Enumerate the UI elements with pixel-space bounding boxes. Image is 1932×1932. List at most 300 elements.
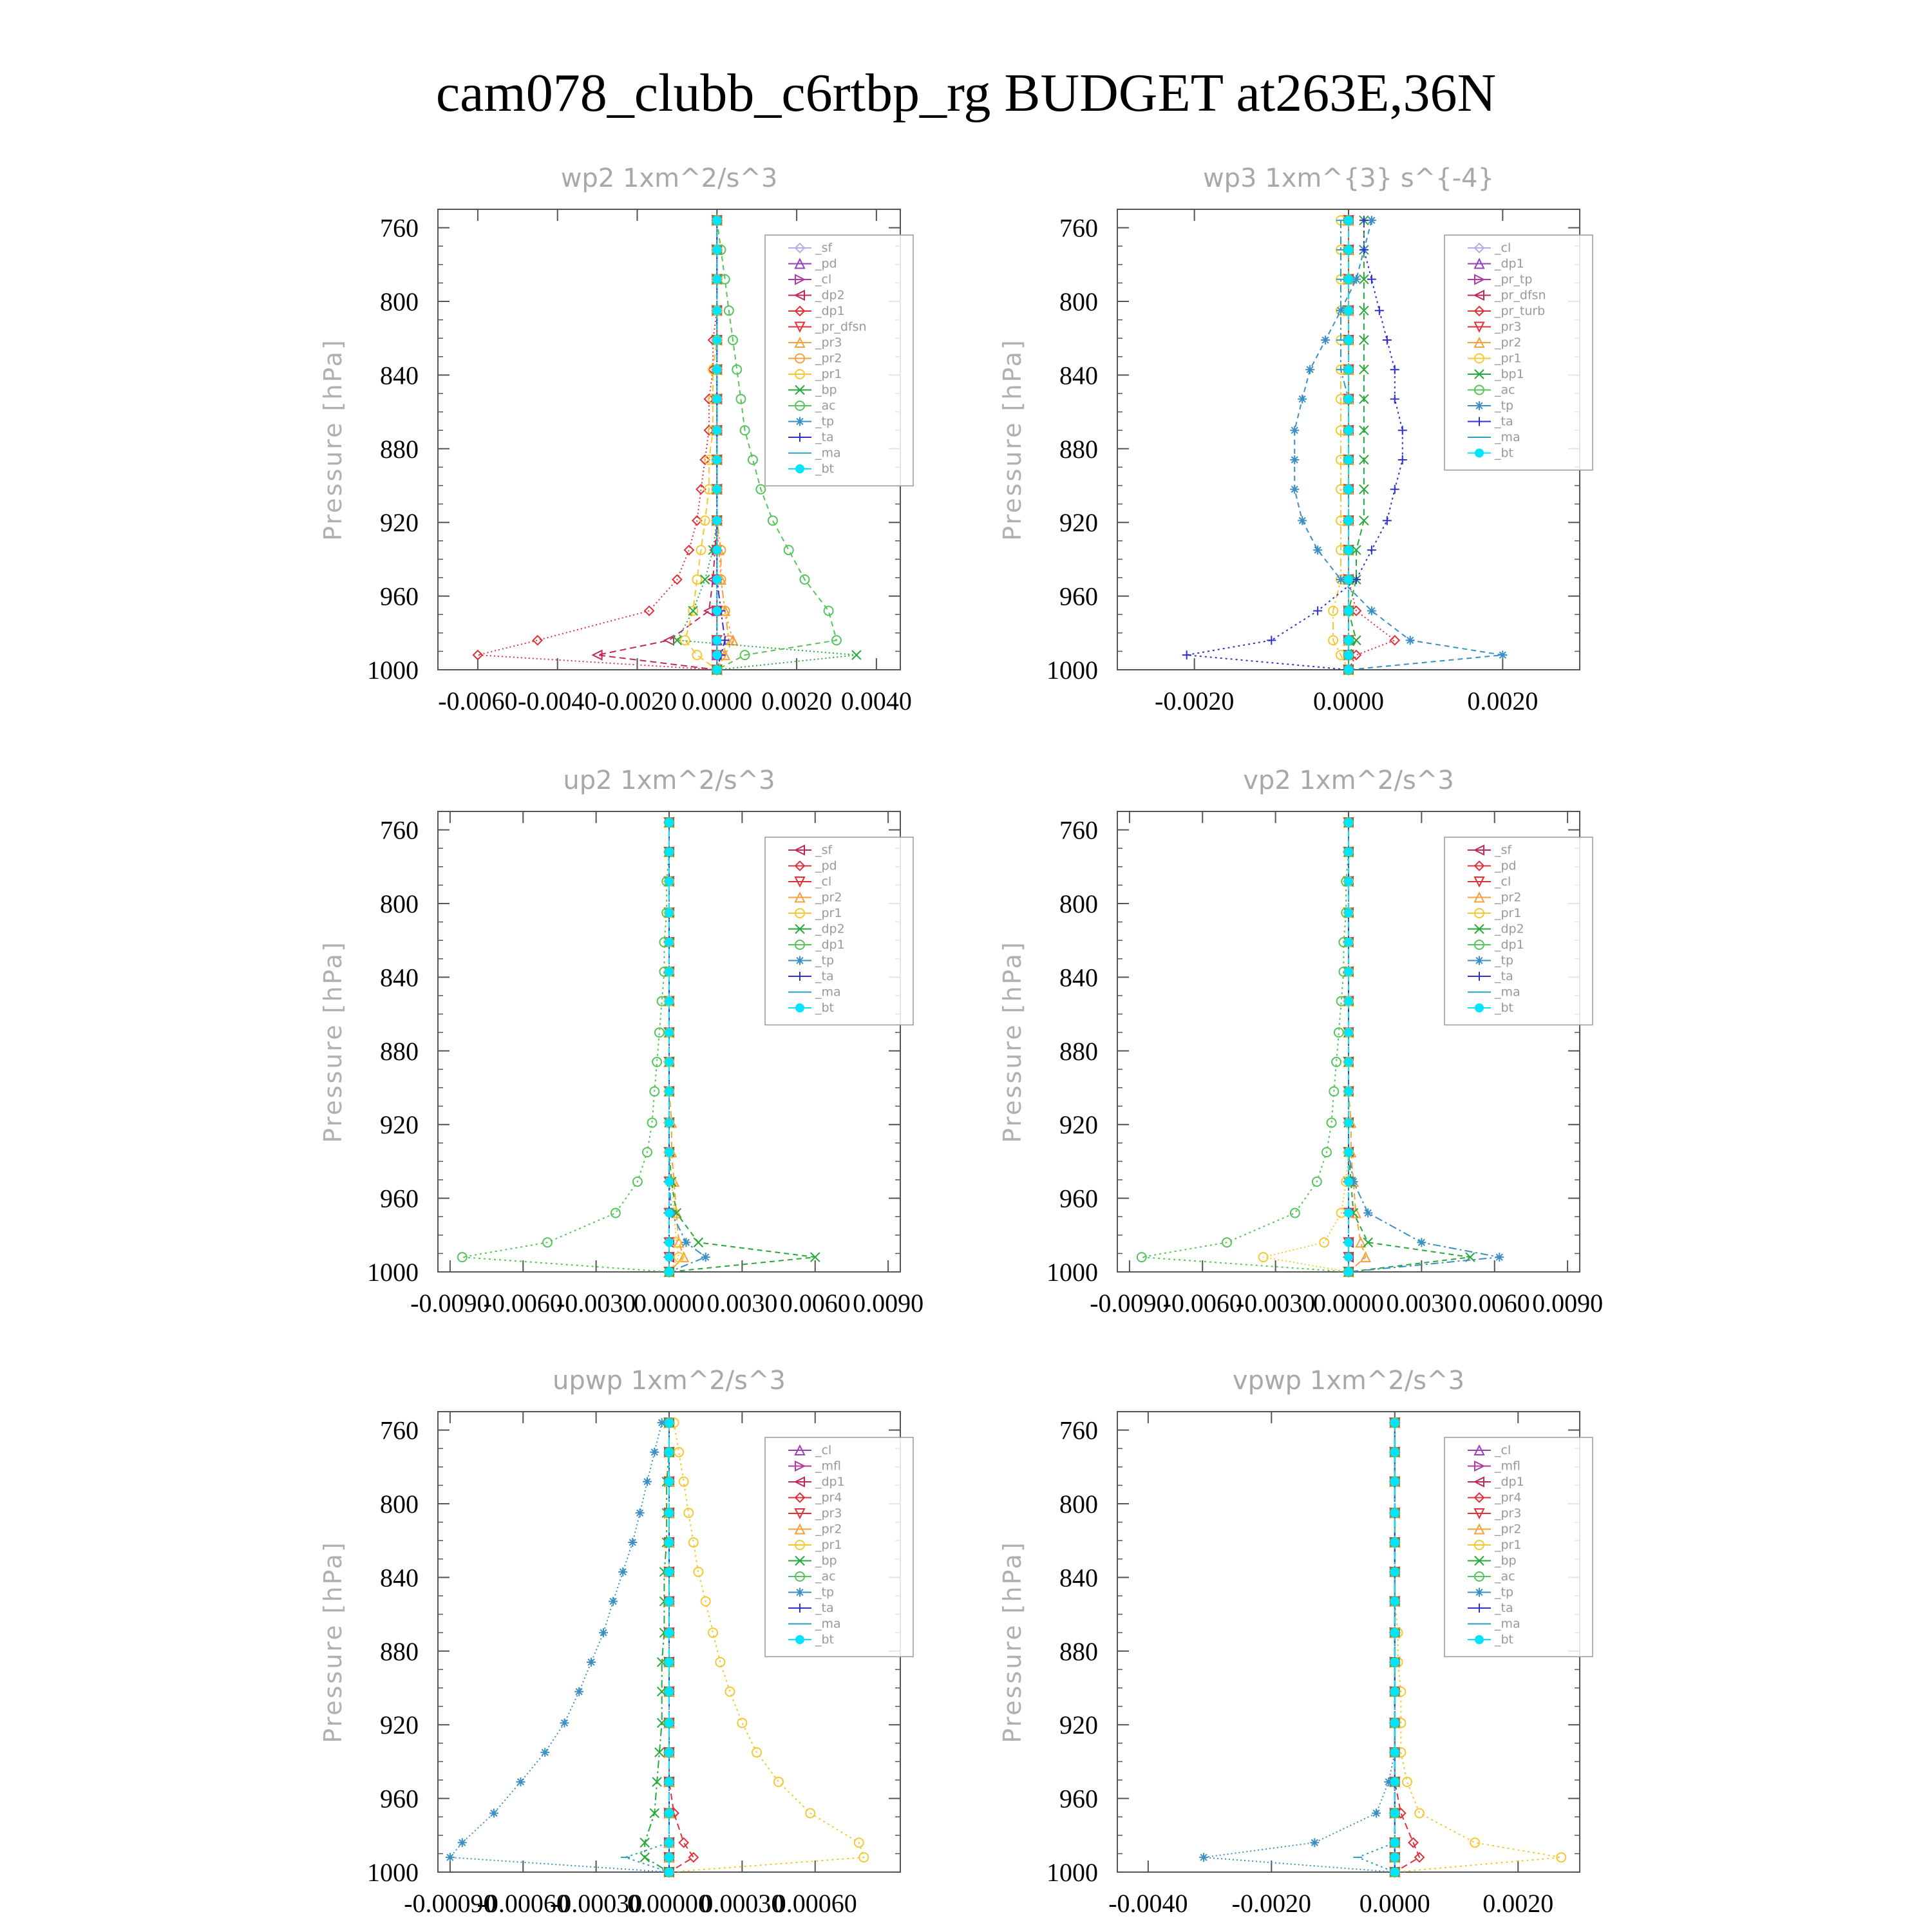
data-point: [1344, 545, 1353, 554]
data-point: [665, 1718, 674, 1727]
data-point: [665, 1208, 674, 1217]
data-point: [665, 938, 674, 947]
legend-marker: [1475, 1588, 1484, 1597]
data-point: [665, 1238, 674, 1247]
data-point: [712, 665, 721, 674]
legend-label: _tp: [1495, 399, 1514, 413]
y-tick-label: 1000: [367, 1258, 419, 1287]
legend-label: _pr4: [815, 1490, 842, 1505]
x-tick-label: -0.0040: [518, 687, 598, 715]
data-point: [1290, 485, 1299, 494]
data-point: [1298, 395, 1307, 404]
y-tick-label: 920: [1059, 1110, 1098, 1140]
data-point: [1344, 606, 1353, 615]
legend: [765, 235, 913, 486]
x-tick-label: 0.00030: [700, 1889, 784, 1918]
legend-label: _pr2: [815, 1522, 842, 1537]
y-tick-label: 760: [1059, 213, 1098, 243]
legend-label: _bt: [1495, 1001, 1514, 1015]
figure-title: cam078_clubb_c6rtbp_rg BUDGET at263E,36N: [435, 63, 1497, 123]
data-point: [1344, 636, 1353, 645]
y-tick-label: 960: [380, 1784, 419, 1814]
legend-label: _pd: [815, 256, 837, 271]
data-point: [725, 1687, 734, 1696]
legend-label: _dp1: [815, 938, 845, 952]
series-line: [1264, 822, 1349, 1272]
legend-label: _tp: [1495, 1585, 1514, 1600]
y-tick-label: 960: [380, 582, 419, 611]
legend-label: _pr3: [815, 336, 842, 350]
data-point: [1344, 1118, 1353, 1127]
series-line: [1142, 822, 1349, 1272]
data-point: [665, 1748, 674, 1757]
legend-label: _pr2: [1495, 336, 1522, 350]
x-tick-label: 0.0020: [1467, 687, 1539, 715]
data-point: [1390, 1718, 1399, 1727]
legend-label: _ta: [1495, 969, 1513, 983]
data-point: [1390, 1628, 1399, 1637]
data-point: [643, 1477, 652, 1486]
legend-label: _ta: [815, 1601, 834, 1615]
legend-label: _cl: [1495, 241, 1511, 255]
series-line: [685, 220, 717, 670]
data-point: [640, 1853, 649, 1862]
x-tick-label: -0.0090: [410, 1289, 490, 1318]
data-point: [784, 545, 793, 554]
legend: [1444, 1437, 1593, 1657]
legend-label: _ma: [815, 1616, 841, 1631]
legend-label: _pd: [1495, 858, 1517, 873]
panel-title: up2 1xm^2/s^3: [563, 766, 775, 795]
legend-marker: [795, 1635, 804, 1644]
x-tick-label: -0.0060: [483, 1289, 563, 1318]
legend-label: _pr_dfsn: [815, 319, 867, 334]
data-point: [1344, 395, 1353, 404]
data-point: [1363, 1208, 1372, 1217]
data-point: [1390, 1448, 1399, 1457]
legend-label: _bt: [815, 1633, 835, 1647]
legend-label: _tp: [815, 953, 835, 968]
legend-label: _cl: [815, 1443, 832, 1457]
data-point: [1495, 1253, 1504, 1262]
data-point: [665, 1087, 674, 1096]
data-point: [665, 1253, 674, 1262]
data-point: [665, 1148, 674, 1157]
x-tick-label: -0.0040: [1108, 1889, 1188, 1918]
x-tick-label: 0.0090: [853, 1289, 924, 1318]
legend-label: _bp: [815, 383, 837, 397]
data-point: [1344, 938, 1353, 947]
legend: [1444, 837, 1593, 1025]
legend: [765, 837, 913, 1025]
data-point: [1390, 1748, 1399, 1757]
series-line: [669, 1423, 694, 1872]
legend-label: _pr1: [1495, 351, 1522, 366]
legend-label: _pr2: [1495, 1522, 1522, 1537]
legend-label: _tp: [815, 1585, 835, 1600]
legend-label: _ma: [1495, 430, 1520, 444]
y-tick-label: 920: [380, 1110, 419, 1140]
series-line: [1187, 220, 1403, 670]
data-point: [665, 1418, 674, 1427]
data-point: [1344, 877, 1353, 886]
series-line: [1358, 1423, 1394, 1872]
legend-label: _pr1: [815, 906, 842, 920]
legend-label: _tp: [1495, 953, 1514, 968]
x-tick-label: -0.0020: [597, 687, 677, 715]
legend-marker: [1475, 956, 1484, 965]
data-point: [665, 1628, 674, 1637]
data-point: [1344, 336, 1353, 345]
legend-marker: [795, 956, 804, 965]
legend-label: _pr4: [1495, 1490, 1522, 1505]
data-point: [681, 1238, 690, 1247]
data-point: [1344, 1087, 1353, 1096]
data-point: [679, 1838, 688, 1847]
data-point: [1390, 1838, 1399, 1847]
legend-label: _dp1: [815, 1475, 845, 1489]
data-point: [708, 1628, 717, 1637]
legend-marker: [795, 1588, 804, 1597]
data-point: [609, 1597, 618, 1606]
data-point: [685, 545, 694, 554]
data-point: [1390, 485, 1399, 494]
y-tick-label: 880: [380, 434, 419, 464]
data-point: [665, 1597, 674, 1606]
data-point: [712, 395, 721, 404]
x-tick-label: -0.00030: [549, 1889, 643, 1918]
legend-label: _ma: [815, 446, 841, 460]
panel-3: [998, 766, 1603, 1318]
y-axis-label: Pressure [hPa]: [998, 1540, 1027, 1743]
data-point: [1290, 455, 1299, 464]
x-tick-label: 0.0000: [1313, 1289, 1384, 1318]
legend-label: _pr_turb: [1495, 304, 1546, 318]
data-point: [701, 1253, 710, 1262]
x-tick-label: 0.0060: [1459, 1289, 1530, 1318]
data-point: [489, 1808, 498, 1817]
legend-label: _mfl: [1495, 1459, 1520, 1473]
y-tick-label: 960: [1059, 1784, 1098, 1814]
legend-label: _pr1: [815, 1538, 842, 1552]
data-point: [1403, 1777, 1412, 1786]
legend-label: _sf: [815, 241, 833, 255]
legend-label: _bp: [1495, 1553, 1517, 1568]
y-tick-label: 1000: [1046, 656, 1098, 685]
y-tick-label: 1000: [1046, 1258, 1098, 1287]
legend-label: _pr3: [815, 1506, 842, 1520]
data-point: [1352, 275, 1361, 284]
data-point: [1390, 1853, 1399, 1862]
x-tick-label: -0.00090: [404, 1889, 497, 1918]
y-axis-label: Pressure [hPa]: [319, 1540, 347, 1743]
data-point: [665, 1808, 674, 1817]
data-point: [694, 1238, 703, 1247]
y-tick-label: 840: [380, 963, 419, 992]
legend-label: _ac: [815, 1569, 836, 1584]
data-point: [1267, 636, 1276, 645]
data-point: [824, 606, 833, 615]
data-point: [665, 1267, 674, 1276]
y-tick-label: 880: [380, 1036, 419, 1066]
data-point: [1310, 1838, 1319, 1847]
data-point: [665, 1118, 674, 1127]
data-point: [665, 636, 674, 645]
data-point: [665, 1448, 674, 1457]
data-point: [768, 516, 777, 525]
data-point: [1344, 997, 1353, 1006]
y-tick-label: 1000: [367, 656, 419, 685]
panel-5: [998, 1366, 1593, 1918]
data-point: [1398, 455, 1407, 464]
legend-label: _sf: [1495, 843, 1512, 857]
data-point: [1383, 516, 1392, 525]
data-point: [712, 455, 721, 464]
data-point: [665, 1477, 674, 1486]
data-point: [1344, 650, 1353, 659]
data-point: [1375, 306, 1384, 315]
data-point: [748, 455, 757, 464]
data-point: [1406, 636, 1415, 645]
data-point: [665, 997, 674, 1006]
data-point: [712, 516, 721, 525]
series-line: [645, 1423, 669, 1872]
legend-label: _cl: [815, 272, 832, 287]
y-tick-label: 920: [380, 508, 419, 538]
data-point: [636, 1508, 645, 1517]
legend-label: _ac: [1495, 383, 1515, 397]
legend-label: _pr_dfsn: [1495, 288, 1546, 303]
y-tick-label: 1000: [1046, 1858, 1098, 1887]
data-point: [446, 1853, 455, 1862]
legend-label: _ma: [1495, 1616, 1520, 1631]
legend-marker: [1475, 401, 1484, 410]
data-point: [665, 1687, 674, 1696]
x-tick-label: -0.0030: [1235, 1289, 1316, 1318]
data-point: [574, 1687, 583, 1696]
legend-marker: [1475, 449, 1484, 458]
legend-label: _bt: [815, 462, 835, 476]
legend-marker: [795, 464, 804, 473]
data-point: [712, 485, 721, 494]
data-point: [1344, 275, 1353, 284]
y-tick-label: 840: [380, 1563, 419, 1593]
legend-label: _cl: [1495, 875, 1511, 889]
x-tick-label: 0.0000: [634, 1289, 705, 1318]
x-tick-label: 0.00000: [627, 1889, 711, 1918]
y-tick-label: 760: [1059, 815, 1098, 845]
data-point: [1344, 1238, 1353, 1247]
legend-label: _pr3: [1495, 1506, 1522, 1520]
y-tick-label: 760: [380, 1416, 419, 1445]
panel-4: [319, 1366, 913, 1918]
x-tick-label: 0.0020: [761, 687, 833, 715]
data-point: [665, 1028, 674, 1037]
x-tick-label: -0.0060: [1162, 1289, 1242, 1318]
data-point: [665, 1057, 674, 1066]
data-point: [1390, 395, 1399, 404]
y-tick-label: 880: [380, 1636, 419, 1666]
data-point: [599, 1628, 608, 1637]
data-point: [1344, 306, 1353, 315]
y-tick-label: 960: [380, 1184, 419, 1213]
legend-label: _dp1: [1495, 1475, 1524, 1489]
x-tick-label: -0.0090: [1090, 1289, 1170, 1318]
data-point: [665, 1538, 674, 1547]
data-point: [1415, 1808, 1424, 1817]
legend-label: _tp: [815, 414, 835, 429]
x-tick-label: 0.0090: [1532, 1289, 1604, 1318]
legend-label: _pr1: [1495, 906, 1522, 920]
x-tick-label: -0.0060: [438, 687, 518, 715]
data-point: [1290, 426, 1299, 435]
data-point: [712, 426, 721, 435]
y-tick-label: 920: [1059, 508, 1098, 538]
data-point: [1390, 1418, 1399, 1427]
data-point: [1344, 967, 1353, 976]
legend-label: _ac: [1495, 1569, 1515, 1584]
x-tick-label: 0.0030: [1386, 1289, 1457, 1318]
data-point: [458, 1838, 467, 1847]
data-point: [1344, 426, 1353, 435]
legend-label: _ta: [1495, 1601, 1513, 1615]
data-point: [1291, 1208, 1300, 1217]
y-tick-label: 760: [1059, 1416, 1098, 1445]
x-tick-label: 0.0030: [706, 1289, 778, 1318]
data-point: [1390, 1508, 1399, 1517]
data-point: [712, 365, 721, 374]
data-point: [1390, 1808, 1399, 1817]
data-point: [712, 306, 721, 315]
data-point: [712, 245, 721, 254]
data-point: [1344, 516, 1353, 525]
data-point: [1344, 1208, 1353, 1217]
data-point: [1344, 245, 1353, 254]
data-point: [1390, 636, 1399, 645]
data-point: [665, 1658, 674, 1667]
data-point: [665, 848, 674, 857]
y-axis-label: Pressure [hPa]: [319, 940, 347, 1143]
data-point: [1344, 1267, 1353, 1276]
legend-label: _dp1: [1495, 938, 1524, 952]
panel-title: wp3 1xm^{3} s^{-4}: [1202, 164, 1495, 193]
legend-label: _cl: [1495, 1443, 1511, 1457]
data-point: [1390, 1687, 1399, 1696]
panel-title: wp2 1xm^2/s^3: [560, 164, 778, 193]
x-tick-label: 0.0000: [1313, 687, 1384, 715]
series-line: [1341, 220, 1349, 670]
series-line: [478, 220, 717, 670]
data-point: [540, 1748, 549, 1757]
y-tick-label: 840: [1059, 963, 1098, 992]
data-point: [665, 1838, 674, 1847]
legend: [765, 1437, 913, 1657]
y-tick-label: 880: [1059, 1636, 1098, 1666]
data-point: [1344, 216, 1353, 225]
series-line: [450, 1423, 669, 1872]
legend-label: _dp2: [1495, 922, 1524, 936]
data-point: [1321, 336, 1330, 345]
y-tick-label: 800: [380, 889, 419, 918]
series-line: [1349, 822, 1366, 1272]
data-point: [611, 1208, 620, 1217]
data-point: [665, 1508, 674, 1517]
y-tick-label: 760: [380, 213, 419, 243]
y-axis-label: Pressure [hPa]: [998, 338, 1027, 541]
legend-label: _mfl: [815, 1459, 841, 1473]
data-point: [533, 636, 542, 645]
data-point: [665, 818, 674, 827]
data-point: [712, 575, 721, 584]
data-point: [1320, 1238, 1329, 1247]
legend-label: _ma: [1495, 985, 1520, 999]
panel-title: upwp 1xm^2/s^3: [553, 1366, 786, 1396]
panel-2: [319, 766, 923, 1318]
data-point: [712, 336, 721, 345]
legend-label: _pr2: [1495, 890, 1522, 905]
data-point: [1390, 1538, 1399, 1547]
legend-label: _pr3: [1495, 319, 1522, 334]
legend-label: _ta: [1495, 414, 1513, 429]
panel-title: vpwp 1xm^2/s^3: [1232, 1366, 1465, 1396]
data-point: [1372, 1808, 1381, 1817]
data-point: [1390, 1658, 1399, 1667]
y-tick-label: 880: [1059, 1036, 1098, 1066]
data-point: [1344, 1057, 1353, 1066]
data-point: [1182, 650, 1191, 659]
data-point: [737, 1718, 746, 1727]
data-point: [1390, 365, 1399, 374]
data-point: [1344, 665, 1353, 674]
data-point: [712, 636, 721, 645]
series-line: [1349, 220, 1395, 670]
data-point: [560, 1718, 569, 1727]
data-point: [618, 1567, 627, 1577]
data-point: [1199, 1853, 1208, 1862]
x-tick-label: 0.0000: [1359, 1889, 1430, 1918]
legend-marker: [795, 1003, 804, 1012]
data-point: [1367, 545, 1376, 554]
y-tick-label: 800: [1059, 1490, 1098, 1519]
panel-1: [998, 164, 1593, 715]
x-tick-label: 0.0000: [681, 687, 753, 715]
data-point: [665, 1177, 674, 1186]
series-line: [717, 220, 729, 670]
data-point: [665, 1777, 674, 1786]
data-point: [1344, 485, 1353, 494]
data-point: [1367, 216, 1376, 225]
x-tick-label: -0.0020: [1231, 1889, 1311, 1918]
legend-label: _bt: [815, 1001, 835, 1015]
data-point: [665, 967, 674, 976]
data-point: [712, 650, 721, 659]
legend-label: _pr_tp: [1495, 272, 1533, 287]
legend-label: _sf: [815, 843, 833, 857]
x-tick-label: -0.00060: [477, 1889, 569, 1918]
data-point: [712, 606, 721, 615]
data-point: [665, 1567, 674, 1577]
y-tick-label: 880: [1059, 434, 1098, 464]
data-point: [1390, 1777, 1399, 1786]
data-point: [650, 1448, 659, 1457]
data-point: [1313, 545, 1322, 554]
x-tick-label: 0.0020: [1482, 1889, 1554, 1918]
y-tick-label: 800: [1059, 287, 1098, 316]
y-tick-label: 920: [380, 1710, 419, 1740]
legend-label: _pr2: [815, 890, 842, 905]
legend-label: _ta: [815, 969, 834, 983]
data-point: [1344, 1177, 1353, 1186]
